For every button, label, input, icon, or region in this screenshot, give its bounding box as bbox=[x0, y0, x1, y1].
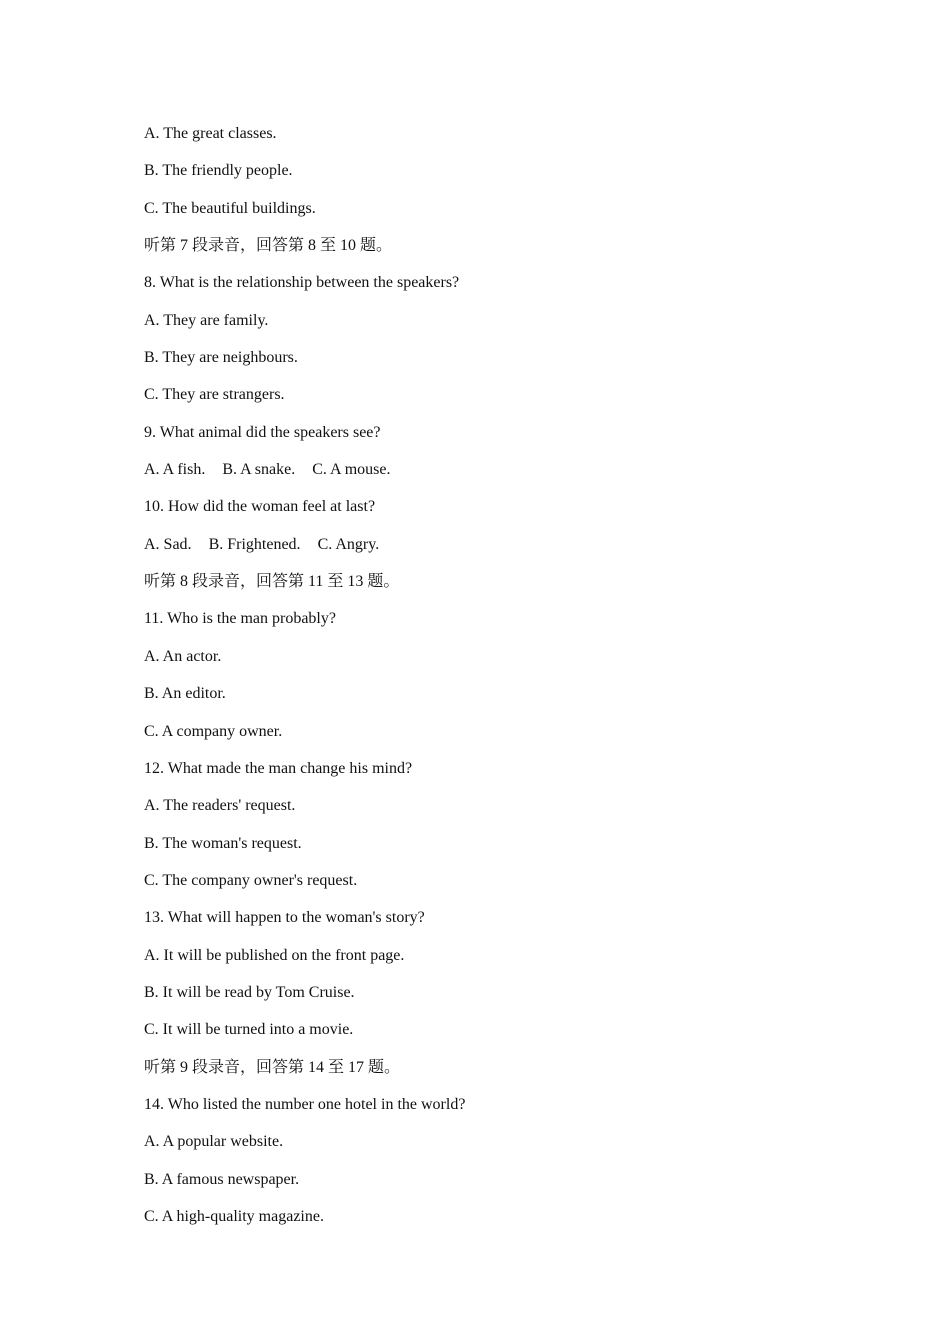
answer-option: B. The woman's request. bbox=[144, 834, 302, 852]
answer-option: A. A fish. bbox=[144, 461, 206, 479]
answer-option: C. The beautiful buildings. bbox=[144, 199, 316, 217]
answer-option: B. The friendly people. bbox=[144, 162, 293, 180]
answer-options-row bbox=[144, 459, 844, 496]
answer-option: A. Sad. bbox=[144, 535, 192, 553]
answer-option: C. A company owner. bbox=[144, 722, 283, 740]
answer-option: C. Angry. bbox=[317, 535, 380, 553]
answer-option: B. A snake. bbox=[222, 461, 296, 479]
question-text: 8. What is the relationship between the speakers? bbox=[144, 274, 460, 292]
question-text: 10. How did the woman feel at last? bbox=[144, 498, 376, 516]
answer-option: B. A famous newspaper. bbox=[144, 1170, 300, 1188]
answer-option: C. It will be turned into a movie. bbox=[144, 1021, 354, 1039]
section-instruction: 听第 7 段录音，回答第 8 至 10 题。 bbox=[144, 237, 393, 255]
answer-option: C. They are strangers. bbox=[144, 386, 285, 404]
answer-option: B. An editor. bbox=[144, 685, 226, 703]
section-instruction: 听第 9 段录音，回答第 14 至 17 题。 bbox=[144, 1058, 401, 1076]
answer-options-row bbox=[144, 534, 844, 571]
question-list bbox=[144, 123, 844, 1243]
answer-option: A. They are family. bbox=[144, 311, 269, 329]
answer-option: A. The great classes. bbox=[144, 125, 277, 142]
answer-option: B. They are neighbours. bbox=[144, 349, 298, 367]
answer-option: C. A high-quality magazine. bbox=[144, 1207, 324, 1225]
question-text: 9. What animal did the speakers see? bbox=[144, 423, 381, 441]
question-text: 11. Who is the man probably? bbox=[144, 610, 336, 628]
section-instruction: 听第 8 段录音，回答第 11 至 13 题。 bbox=[144, 573, 400, 591]
answer-option: C. The company owner's request. bbox=[144, 871, 358, 889]
answer-option: A. It will be published on the front page. bbox=[144, 946, 405, 964]
answer-option: B. It will be read by Tom Cruise. bbox=[144, 983, 355, 1001]
answer-option: B. Frightened. bbox=[208, 535, 301, 553]
question-text: 12. What made the man change his mind? bbox=[144, 759, 413, 777]
question-text: 13. What will happen to the woman's story? bbox=[144, 909, 425, 927]
answer-option: A. An actor. bbox=[144, 647, 222, 665]
answer-option: A. A popular website. bbox=[144, 1133, 284, 1151]
question-text: 14. Who listed the number one hotel in the world? bbox=[144, 1095, 466, 1113]
answer-option: A. The readers' request. bbox=[144, 797, 296, 815]
answer-option: C. A mouse. bbox=[312, 461, 391, 479]
